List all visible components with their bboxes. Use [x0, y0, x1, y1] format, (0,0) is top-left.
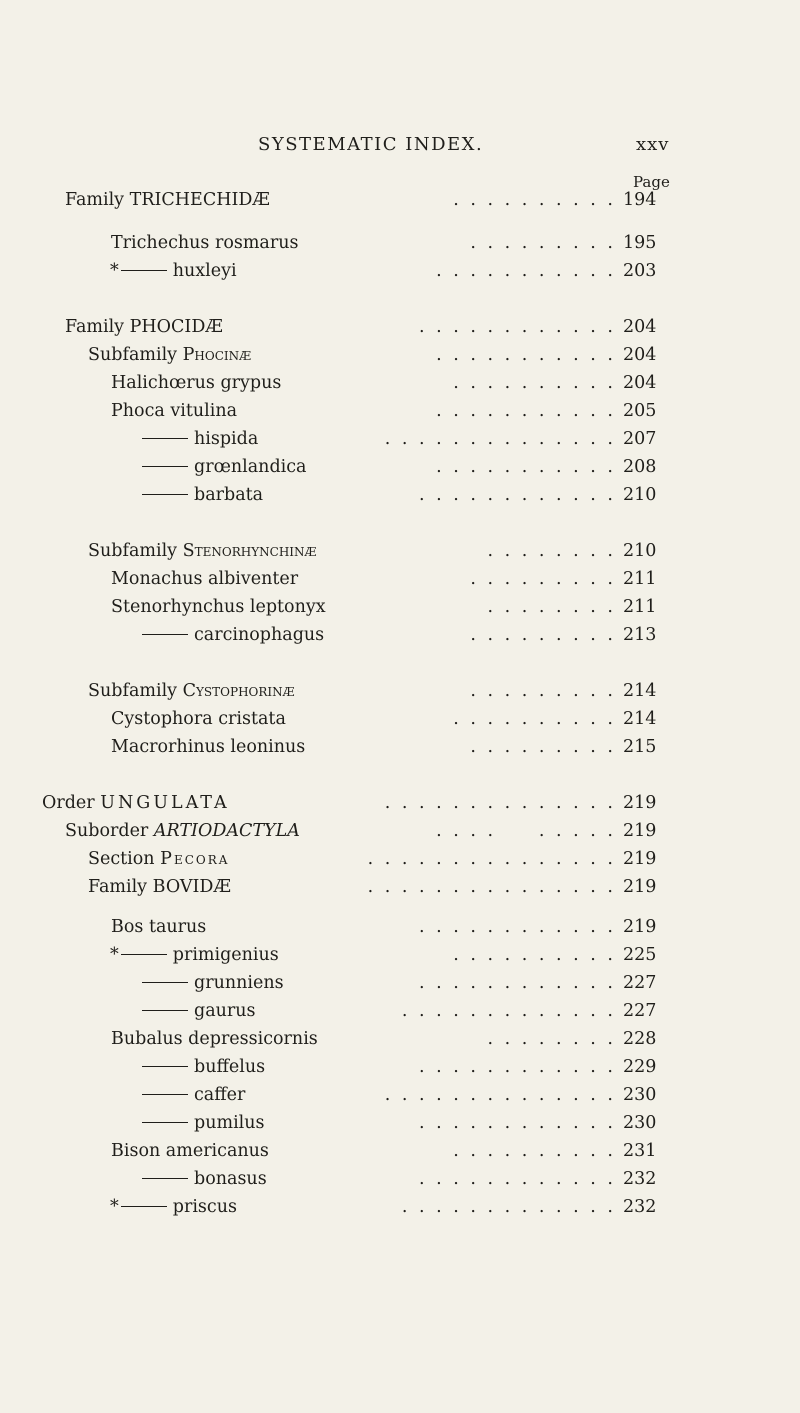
entry-name: Bubalus depressicornis [111, 1029, 318, 1049]
genus-dash [142, 466, 188, 467]
index-entry [0, 257, 800, 285]
entry-page: 204 [623, 373, 657, 393]
leader-dots: . . . . . . . . [487, 1029, 616, 1049]
index-entry [0, 481, 800, 509]
entry-name: gaurus [194, 1001, 256, 1021]
genus-dash [121, 270, 167, 271]
index-entry-suborder [0, 817, 800, 845]
entry-name: grunniens [194, 973, 284, 993]
leader-dots: . . . . . . . . . . . . [419, 1169, 616, 1189]
entry-name: UNGULATA [100, 793, 230, 813]
entry-name: caffer [194, 1085, 246, 1105]
index-entry [0, 705, 800, 733]
leader-dots: . . . . . . . . . . [453, 373, 616, 393]
leader-dots: . . . . . . . . . [470, 233, 616, 253]
index-entry-order [0, 789, 800, 817]
leader-dots: . . . . . . . . . [470, 569, 616, 589]
entry-name: Cystophora cristata [111, 709, 286, 729]
entry-page: 232 [623, 1169, 657, 1189]
entry-name: Pecora [160, 849, 230, 869]
leader-dots: . . . . . . . . . . . [436, 457, 616, 477]
entry-page: 208 [623, 457, 657, 477]
entry-name: BOVIDÆ [152, 877, 231, 897]
entry-prefix: Suborder [65, 821, 149, 841]
extinct-marker: * [110, 1197, 119, 1217]
entry-page: 230 [623, 1085, 657, 1105]
entry-prefix: Family [65, 190, 125, 210]
page-number: xxv [636, 134, 670, 155]
entry-page: 211 [623, 597, 657, 617]
genus-dash [142, 438, 188, 439]
index-entry [0, 397, 800, 425]
index-entry [0, 229, 800, 257]
index-entry-family-bovidae [0, 873, 800, 901]
genus-dash [142, 982, 188, 983]
index-entry-family-trichechidae [0, 186, 800, 214]
entry-page: 203 [623, 261, 657, 281]
entry-name: Stenorhynchus leptonyx [111, 597, 326, 617]
entry-name: Cystophorinæ [182, 681, 295, 701]
entry-name: bonasus [194, 1169, 267, 1189]
leader-dots: . . . . . . . . . . . . [419, 973, 616, 993]
entry-page: 194 [623, 190, 657, 210]
index-entry-subfamily [0, 677, 800, 705]
entry-prefix: Family [65, 317, 125, 337]
leader-dots: . . . . . . . . . . . [436, 401, 616, 421]
genus-dash [142, 1010, 188, 1011]
entry-prefix: Subfamily [88, 541, 178, 561]
leader-dots: . . . . . . . . . . [453, 1141, 616, 1161]
entry-page: 231 [623, 1141, 657, 1161]
leader-dots: . . . . . . . . . . . . [419, 317, 616, 337]
entry-page: 232 [623, 1197, 657, 1217]
leader-dots: . . . . . . . . . . . [436, 345, 616, 365]
entry-page: 230 [623, 1113, 657, 1133]
index-entry [0, 621, 800, 649]
entry-name: huxleyi [172, 261, 237, 281]
entry-name: Trichechus rosmarus [111, 233, 299, 253]
leader-dots: . . . . . . . . . [436, 821, 616, 841]
entry-name: Macrorhinus leoninus [111, 737, 306, 757]
entry-page: 214 [623, 681, 657, 701]
index-entry [0, 969, 800, 997]
leader-dots: . . . . . . . . [487, 541, 616, 561]
leader-dots: . . . . . . . . . . . . . . [384, 429, 616, 449]
leader-dots: . . . . . . . . . . [453, 190, 616, 210]
entry-page: 207 [623, 429, 657, 449]
genus-dash [142, 634, 188, 635]
entry-name: buffelus [194, 1057, 266, 1077]
index-entry-subfamily [0, 341, 800, 369]
entry-name: Stenorhynchinæ [182, 541, 317, 561]
entry-name: Phoca vitulina [111, 401, 238, 421]
leader-dots: . . . . . . . . . . . . . . . [367, 849, 616, 869]
entry-prefix: Subfamily [88, 681, 178, 701]
entry-page: 204 [623, 345, 657, 365]
index-entry [0, 453, 800, 481]
entry-prefix: Subfamily [88, 345, 178, 365]
index-entry [0, 1193, 800, 1221]
entry-page: 211 [623, 569, 657, 589]
index-entry [0, 1081, 800, 1109]
index-entry [0, 593, 800, 621]
page-column-label: Page [633, 173, 670, 191]
leader-dots: . . . . . . . . . [470, 681, 616, 701]
index-entry-subfamily [0, 537, 800, 565]
entry-name: primigenius [172, 945, 279, 965]
running-title: SYSTEMATIC INDEX. [258, 134, 484, 155]
leader-dots: . . . . . . . . . . . . . . [384, 793, 616, 813]
entry-name: Halichœrus grypus [111, 373, 282, 393]
extinct-marker: * [110, 261, 119, 281]
leader-dots: . . . . . . . . . . . . . . [384, 1085, 616, 1105]
entry-page: 219 [623, 821, 657, 841]
entry-page: 214 [623, 709, 657, 729]
genus-dash [142, 1122, 188, 1123]
leader-dots: . . . . . . . . . . [453, 945, 616, 965]
entry-page: 229 [623, 1057, 657, 1077]
entry-page: 228 [623, 1029, 657, 1049]
index-entry [0, 1025, 800, 1053]
genus-dash [142, 1066, 188, 1067]
entry-name: ARTIODACTYLA [153, 821, 300, 841]
entry-page: 210 [623, 485, 657, 505]
genus-dash [142, 1178, 188, 1179]
entry-prefix: Family [88, 877, 148, 897]
entry-page: 195 [623, 233, 657, 253]
genus-dash [121, 954, 167, 955]
entry-name: Monachus albiventer [111, 569, 299, 589]
entry-name: grœnlandica [194, 457, 307, 477]
running-header [0, 134, 800, 158]
leader-dots: . . . . . . . . . . . . . [401, 1001, 616, 1021]
index-entry [0, 941, 800, 969]
leader-dots: . . . . . . . . . . . [436, 261, 616, 281]
leader-dots: . . . . . . . . [487, 597, 616, 617]
genus-dash [142, 494, 188, 495]
entry-page: 205 [623, 401, 657, 421]
entry-name: carcinophagus [194, 625, 325, 645]
entry-page: 219 [623, 793, 657, 813]
entry-page: 219 [623, 877, 657, 897]
entry-prefix: Order [42, 793, 95, 813]
entry-prefix: Section [88, 849, 155, 869]
entry-name: pumilus [194, 1113, 265, 1133]
index-entry [0, 1137, 800, 1165]
entry-page: 210 [623, 541, 657, 561]
leader-dots: . . . . . . . . . . . . [419, 917, 616, 937]
index-entry [0, 1053, 800, 1081]
entry-name: TRICHECHIDÆ [129, 190, 270, 210]
entry-name: priscus [172, 1197, 237, 1217]
genus-dash [121, 1206, 167, 1207]
genus-dash [142, 1094, 188, 1095]
index-entry [0, 425, 800, 453]
entry-name: Bos taurus [111, 917, 207, 937]
entry-name: Bison americanus [111, 1141, 269, 1161]
entry-page: 204 [623, 317, 657, 337]
leader-dots: . . . . . . . . . . [453, 709, 616, 729]
leader-dots: . . . . . . . . . [470, 737, 616, 757]
extinct-marker: * [110, 945, 119, 965]
leader-dots: . . . . . . . . . . . . . [401, 1197, 616, 1217]
leader-dots: . . . . . . . . . . . . [419, 1113, 616, 1133]
entry-page: 225 [623, 945, 657, 965]
entry-name: barbata [194, 485, 264, 505]
entry-page: 227 [623, 973, 657, 993]
index-entry [0, 997, 800, 1025]
entry-page: 227 [623, 1001, 657, 1021]
leader-dots: . . . . . . . . . . . . . . . [367, 877, 616, 897]
index-entry [0, 565, 800, 593]
index-entry [0, 913, 800, 941]
leader-dots: . . . . . . . . . . . . [419, 485, 616, 505]
index-entry [0, 1165, 800, 1193]
index-entry [0, 1109, 800, 1137]
index-entry [0, 733, 800, 761]
index-entry-family-phocidae [0, 313, 800, 341]
entry-page: 215 [623, 737, 657, 757]
entry-name: Phocinæ [182, 345, 252, 365]
entry-page: 219 [623, 917, 657, 937]
leader-dots: . . . . . . . . . . . . [419, 1057, 616, 1077]
index-entry [0, 369, 800, 397]
entry-name: hispida [194, 429, 259, 449]
index-entry-section [0, 845, 800, 873]
leader-dots: . . . . . . . . . [470, 625, 616, 645]
entry-name: PHOCIDÆ [129, 317, 223, 337]
entry-page: 213 [623, 625, 657, 645]
entry-page: 219 [623, 849, 657, 869]
